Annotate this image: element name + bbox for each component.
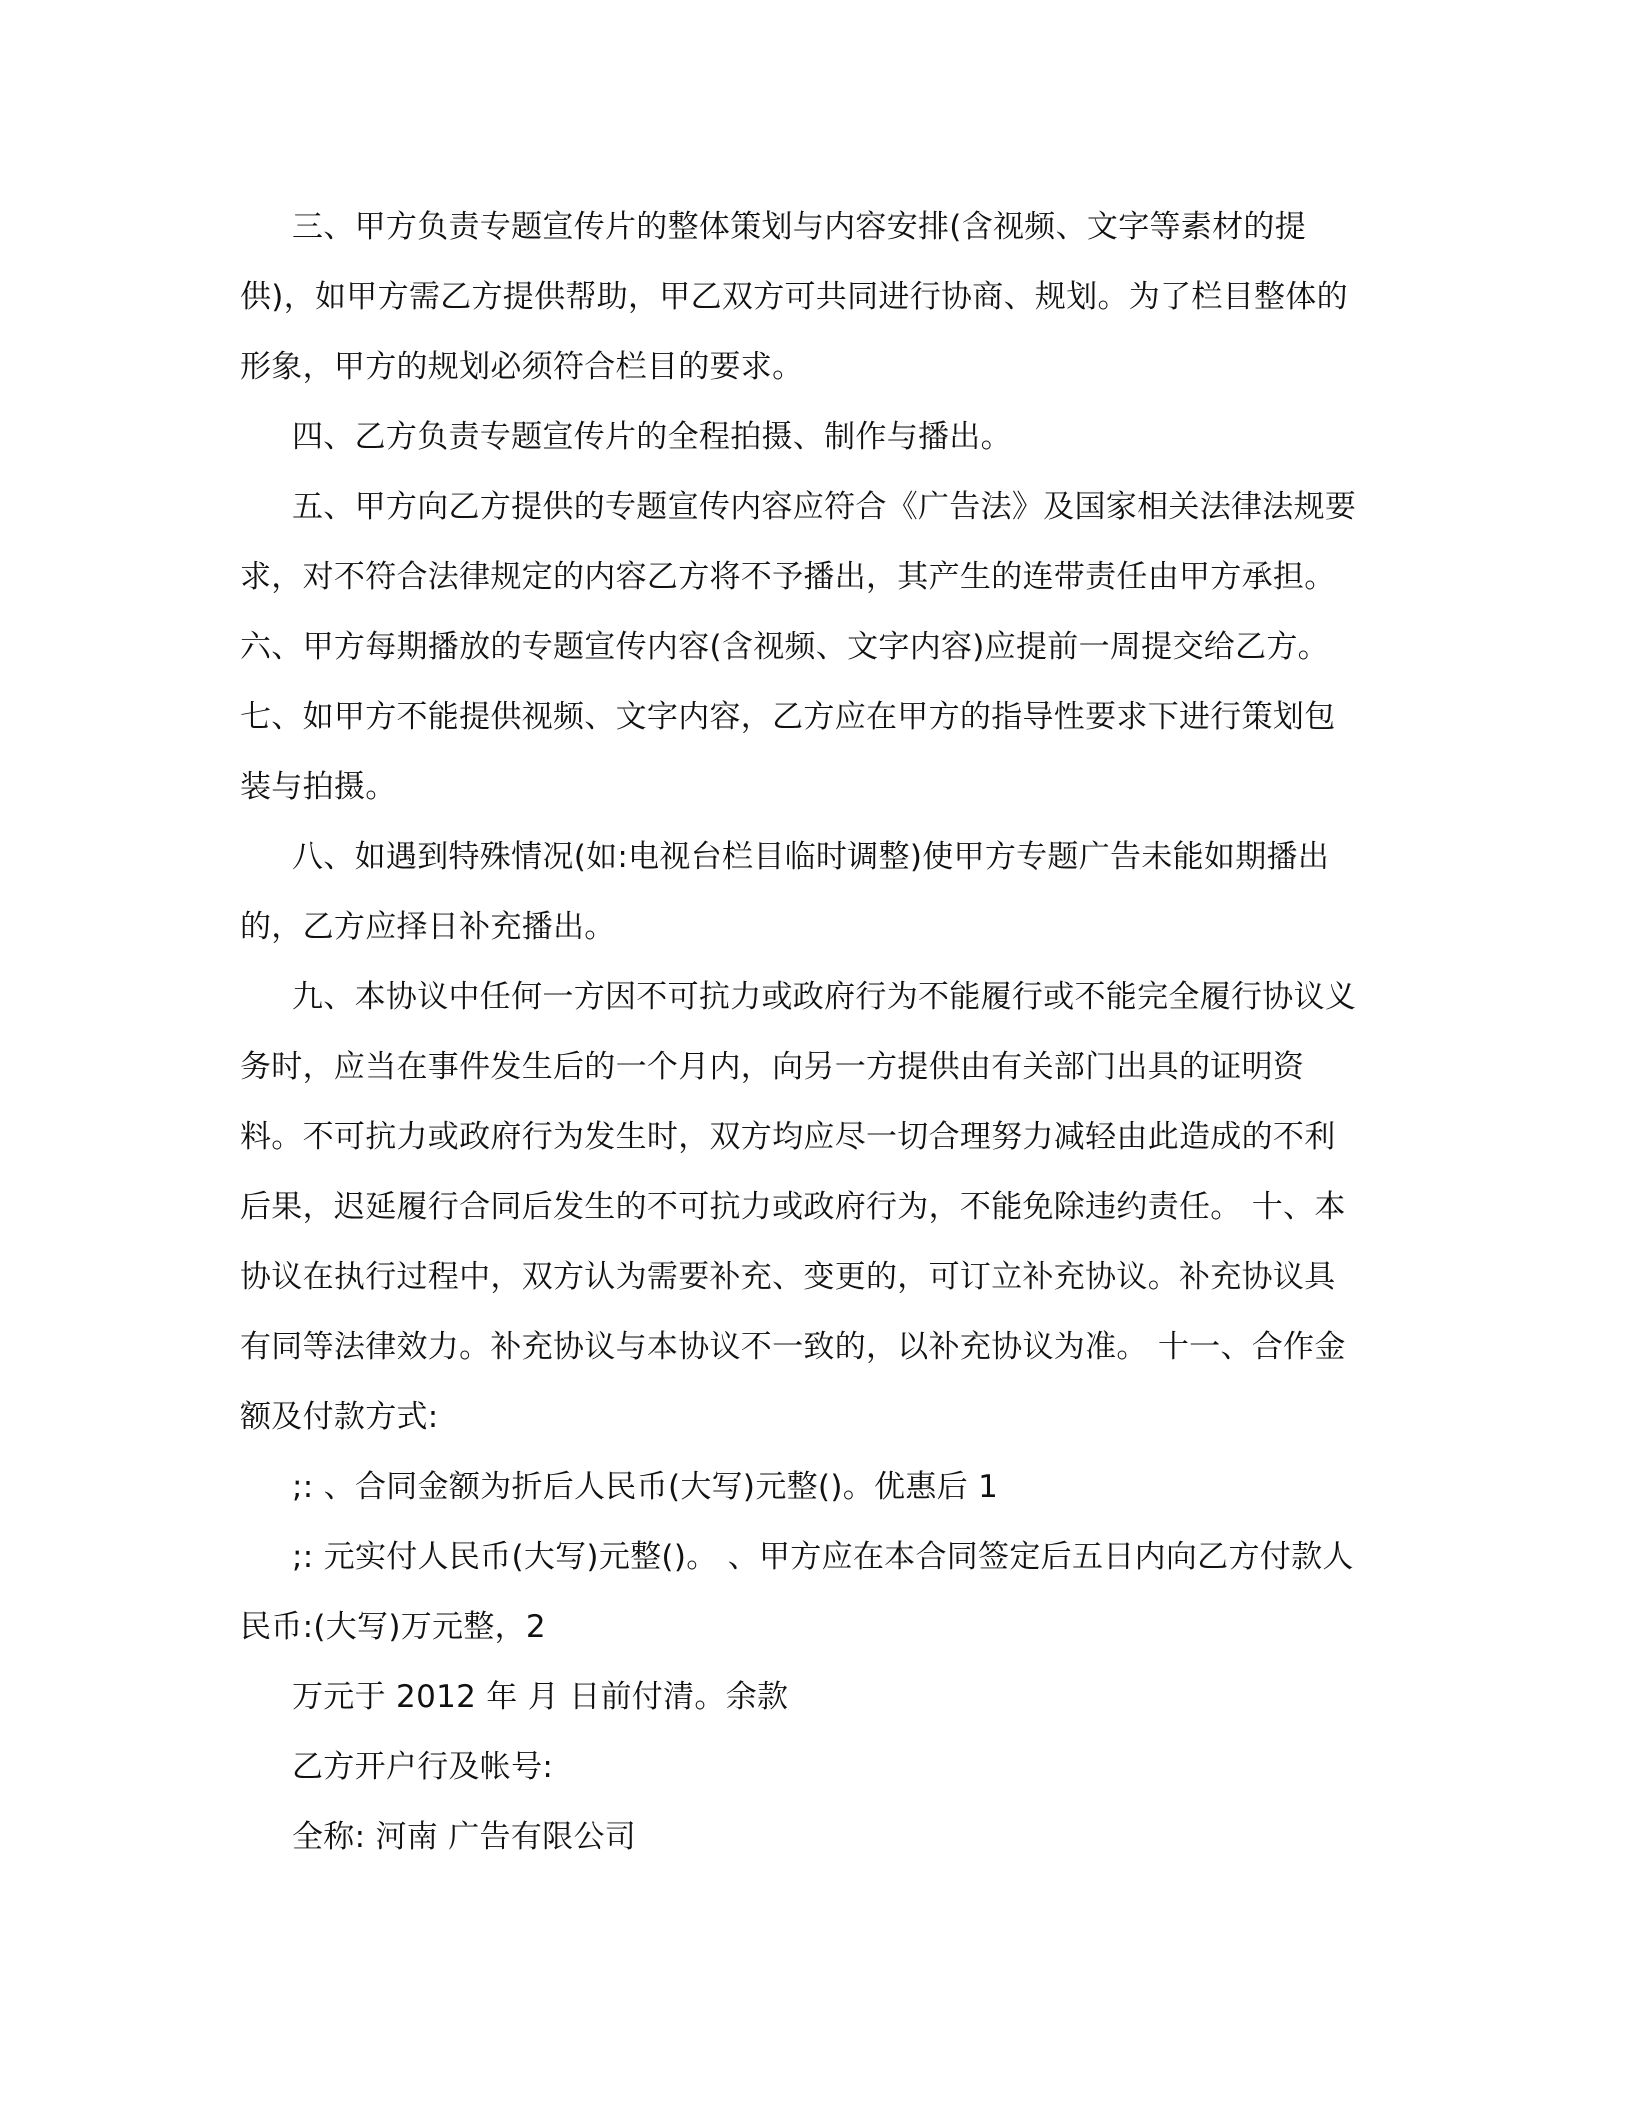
text-line: 协议在执行过程中，双方认为需要补充、变更的，可订立补充协议。补充协议具 xyxy=(240,1259,1336,1295)
text-line: 务时，应当在事件发生后的一个月内，向另一方提供由有关部门出具的证明资 xyxy=(240,1049,1305,1085)
text-line: 求，对不符合法律规定的内容乙方将不予播出，其产生的连带责任由甲方承担。 xyxy=(240,559,1336,595)
text-line: 三、甲方负责专题宣传片的整体策划与内容安排(含视频、文字等素材的提 xyxy=(292,209,1306,245)
text-line: ;: 、合同金额为折后人民币(大写)元整()。优惠后 1 xyxy=(292,1469,999,1505)
text-line: 五、甲方向乙方提供的专题宣传内容应符合《广告法》及国家相关法律法规要 xyxy=(292,489,1357,525)
text-line: 形象，甲方的规划必须符合栏目的要求。 xyxy=(240,349,804,385)
text-line: 万元于 2012 年 月 日前付清。余款 xyxy=(292,1679,789,1715)
text-line: 全称: 河南 广告有限公司 xyxy=(292,1819,637,1855)
text-line: 八、如遇到特殊情况(如:电视台栏目临时调整)使甲方专题广告未能如期播出 xyxy=(292,839,1330,875)
text-line: 装与拍摄。 xyxy=(240,769,397,805)
text-line: 四、乙方负责专题宣传片的全程拍摄、制作与播出。 xyxy=(292,419,1012,455)
text-line: 的，乙方应择日补充播出。 xyxy=(240,909,616,945)
text-line: 九、本协议中任何一方因不可抗力或政府行为不能履行或不能完全履行协议义 xyxy=(292,979,1357,1015)
text-line: 六、甲方每期播放的专题宣传内容(含视频、文字内容)应提前一周提交给乙方。 xyxy=(240,629,1329,665)
text-line: 后果，迟延履行合同后发生的不可抗力或政府行为，不能免除违约责任。 十、本 xyxy=(240,1189,1346,1225)
text-line: 有同等法律效力。补充协议与本协议不一致的，以补充协议为准。 十一、合作金 xyxy=(240,1329,1346,1365)
text-line: 供)，如甲方需乙方提供帮助，甲乙双方可共同进行协商、规划。为了栏目整体的 xyxy=(240,279,1348,315)
text-line: 额及付款方式: xyxy=(240,1399,439,1435)
text-line: 民币:(大写)万元整，2 xyxy=(240,1609,546,1645)
text-line: 料。不可抗力或政府行为发生时，双方均应尽一切合理努力减轻由此造成的不利 xyxy=(240,1119,1336,1155)
text-line: 七、如甲方不能提供视频、文字内容，乙方应在甲方的指导性要求下进行策划包 xyxy=(240,699,1336,735)
text-line: ;: 元实付人民币(大写)元整()。 、甲方应在本合同签定后五日内向乙方付款人 xyxy=(292,1539,1354,1575)
text-line: 乙方开户行及帐号: xyxy=(292,1749,554,1785)
document-body xyxy=(240,192,1380,1872)
